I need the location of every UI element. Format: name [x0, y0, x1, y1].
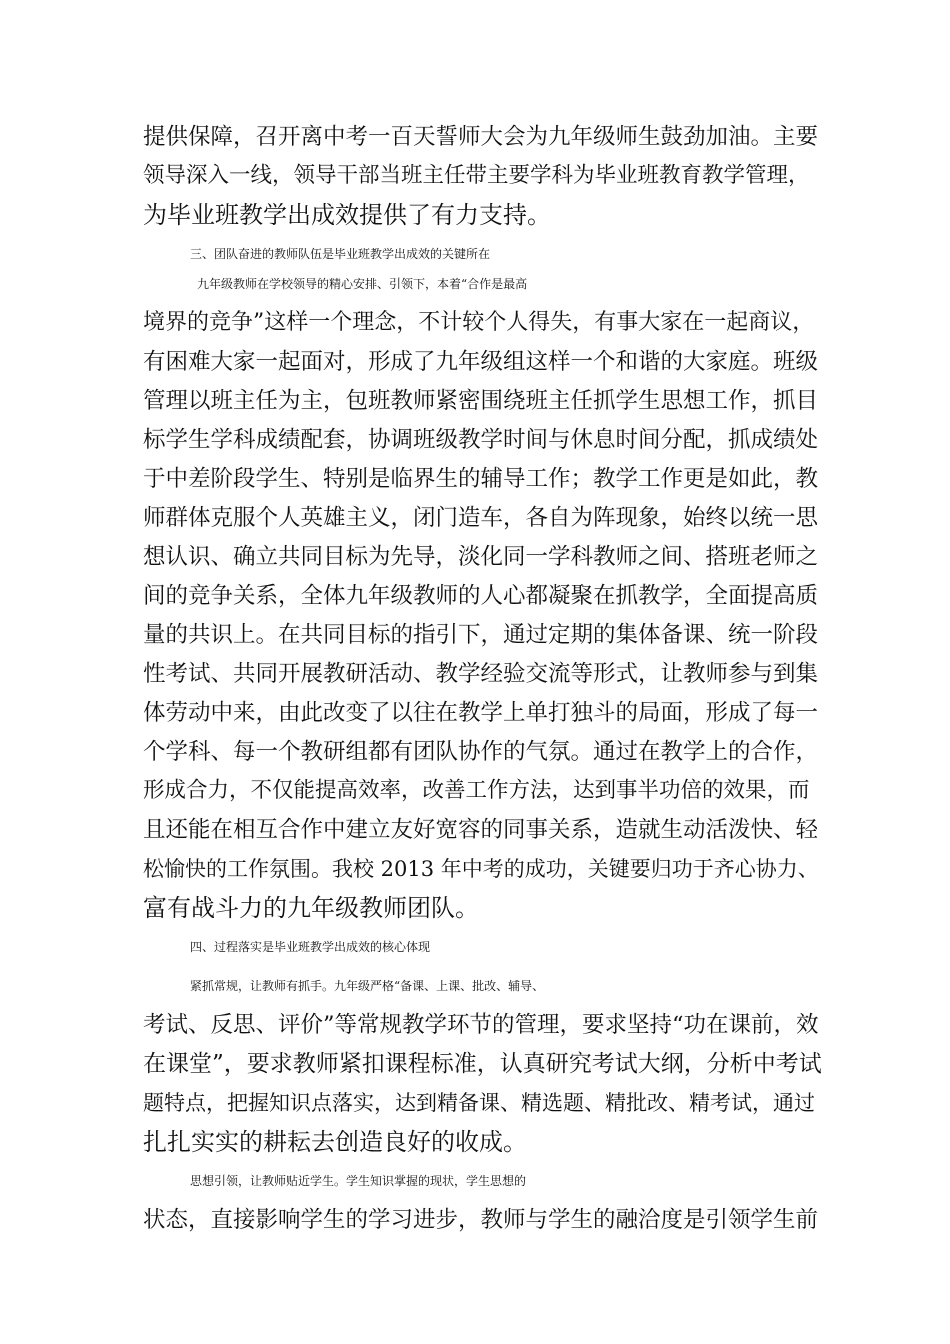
text-line: 于中差阶段学生、特别是临界生的辅导工作；教学工作更是如此，教 [143, 466, 819, 492]
text-line: 性考试、共同开展教研活动、教学经验交流等形式，让教师参与到集 [143, 661, 819, 687]
text-line: 标学生学科成绩配套，协调班级教学时间与休息时间分配，抓成绩处 [143, 427, 819, 453]
text-line: 考试、反思、评价”等常规教学环节的管理，要求坚持“功在课前，效 [143, 1012, 819, 1038]
text-line: 扎扎实实的耕耘去创造良好的收成。 [143, 1128, 527, 1156]
section-heading: 四、过程落实是毕业班教学出成效的核心体现 [190, 940, 431, 954]
text-line: 形成合力，不仅能提高效率，改善工作方法，达到事半功倍的效果，而 [143, 778, 810, 803]
text-line: 提供保障，召开离中考一百天誓师大会为九年级师生鼓劲加油。主要 [143, 124, 819, 150]
text-line: 为毕业班教学出成效提供了有力支持。 [143, 201, 551, 229]
text-line: 间的竞争关系，全体九年级教师的人心都凝聚在抓教学，全面提高质 [143, 583, 819, 609]
text-line: 量的共识上。在共同目标的指引下，通过定期的集体备课、统一阶段 [143, 622, 819, 648]
text-line: 思想引领，让教师贴近学生。学生知识掌握的现状，学生思想的 [190, 1174, 527, 1188]
text-line: 个学科、每一个教研组都有团队协作的气氛。通过在教学上的合作， [143, 739, 819, 765]
text-line: 在课堂”，要求教师紧扣课程标准，认真研究考试大纲，分析中考试 [143, 1051, 822, 1077]
text-line: 状态，直接影响学生的学习进步，教师与学生的融洽度是引领学生前 [143, 1207, 819, 1233]
text-line: 有困难大家一起面对，形成了九年级组这样一个和谐的大家庭。班级 [143, 349, 819, 375]
text-line: 九年级教师在学校领导的精心安排、引领下，本着“合作是最高 [197, 277, 528, 291]
text-line: 领导深入一线，领导干部当班主任带主要学科为毕业班教育教学管理， [143, 163, 810, 188]
text-line: 师群体克服个人英雄主义，闭门造车，各自为阵现象，始终以统一思 [143, 505, 819, 531]
text-line: 管理以班主任为主，包班教师紧密围绕班主任抓学生思想工作，抓目 [143, 388, 819, 414]
text-line: 且还能在相互合作中建立友好宽容的同事关系，造就生动活泼快、轻 [143, 817, 819, 843]
text-line: 体劳动中来，由此改变了以往在教学上单打独斗的局面，形成了每一 [143, 700, 819, 726]
text-line: 松愉快的工作氛围。我校 2013 年中考的成功，关键要归功于齐心协力、 [143, 857, 819, 881]
text-line: 境界的竞争”这样一个理念，不计较个人得失，有事大家在一起商议， [143, 310, 815, 335]
text-line: 想认识、确立共同目标为先导，淡化同一学科教师之间、搭班老师之 [143, 544, 819, 570]
text-line: 紧抓常规，让教师有抓手。九年级严格“备课、上课、批改、辅导、 [190, 979, 545, 993]
text-line: 题特点，把握知识点落实，达到精备课、精选题、精批改、精考试，通过 [143, 1091, 815, 1115]
text-line: 富有战斗力的九年级教师团队。 [143, 894, 479, 922]
section-heading: 三、团队奋进的教师队伍是毕业班教学出成效的关键所在 [190, 247, 491, 261]
